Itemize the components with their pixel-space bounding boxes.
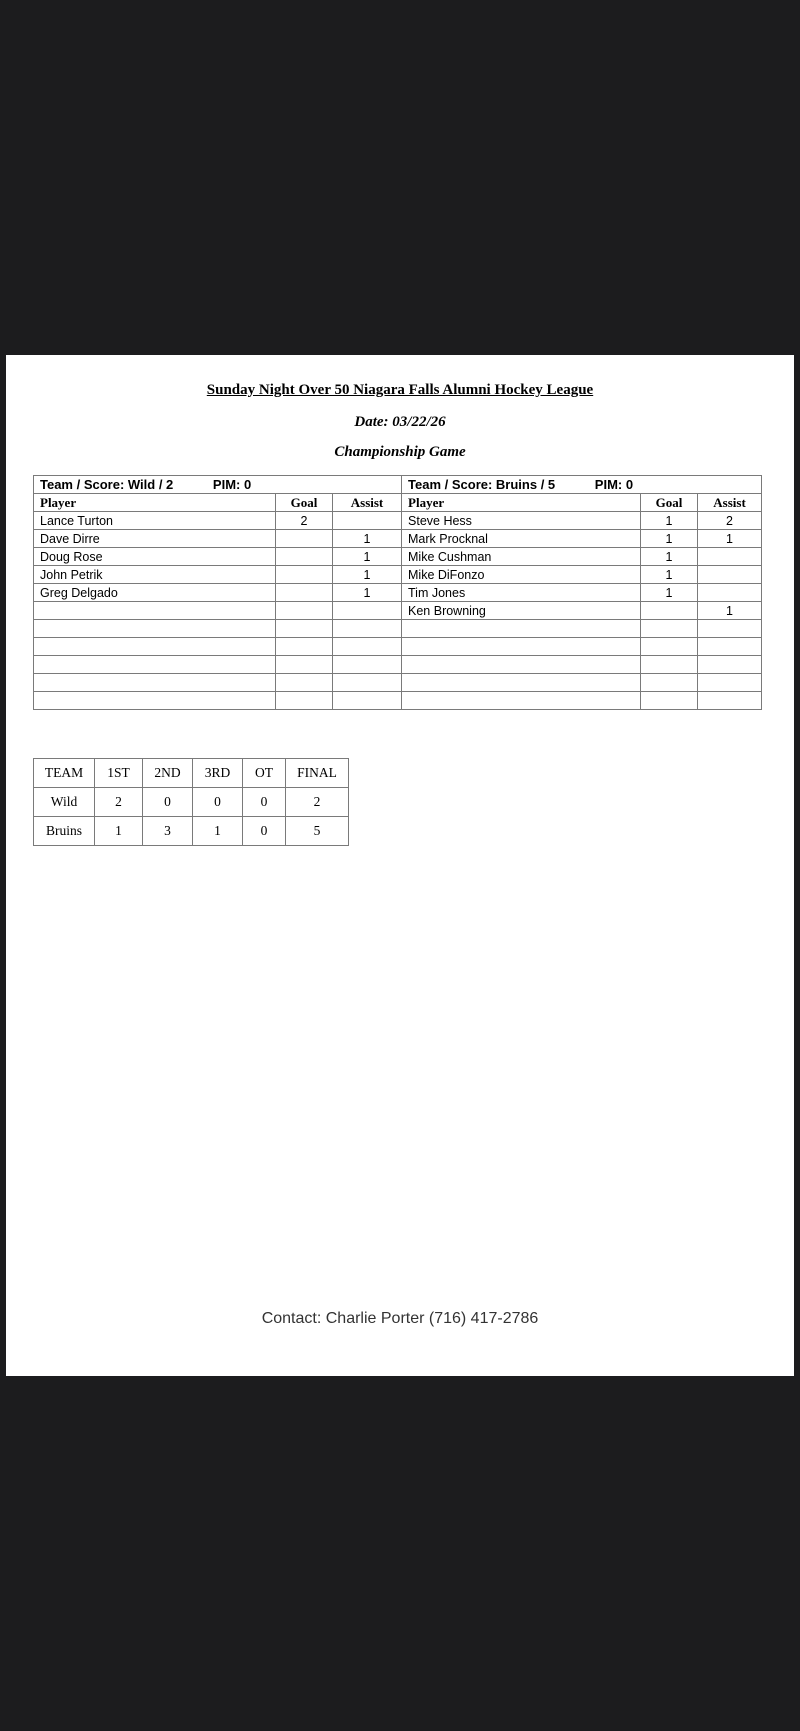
left-player-cell: Greg Delgado: [34, 584, 276, 602]
right-player-header: Player: [402, 494, 641, 512]
scoreboard-team-row: [34, 788, 349, 817]
right-team-header: [402, 476, 762, 494]
left-player-cell: Doug Rose: [34, 548, 276, 566]
score-cell: 0: [193, 788, 243, 817]
score-cell: Bruins: [34, 817, 95, 846]
left-team-header: [34, 476, 402, 494]
left-assist-cell: [333, 512, 402, 530]
left-assist-cell: [333, 620, 402, 638]
player-stats-table: [33, 475, 762, 710]
table-row: [34, 620, 762, 638]
score-cell: 0: [243, 788, 286, 817]
score-cell: Wild: [34, 788, 95, 817]
left-assist-cell: 1: [333, 566, 402, 584]
right-assist-cell: [698, 584, 762, 602]
right-goal-cell: 1: [641, 530, 698, 548]
table-row: [34, 602, 762, 620]
team-score-row: [34, 476, 762, 494]
score-cell: 2: [95, 788, 143, 817]
score-cell: 1: [95, 817, 143, 846]
score-cell: OT: [243, 759, 286, 788]
table-row: [34, 530, 762, 548]
score-cell: FINAL: [286, 759, 349, 788]
left-player-cell: [34, 638, 276, 656]
left-player-cell: Lance Turton: [34, 512, 276, 530]
score-cell: 0: [243, 817, 286, 846]
score-sheet-page: [6, 355, 794, 1376]
left-goal-cell: [276, 638, 333, 656]
score-cell: 3RD: [193, 759, 243, 788]
left-assist-cell: [333, 674, 402, 692]
right-player-cell: [402, 674, 641, 692]
right-goal-cell: [641, 620, 698, 638]
right-assist-cell: [698, 638, 762, 656]
right-assist-cell: [698, 548, 762, 566]
left-assist-cell: 1: [333, 548, 402, 566]
left-goal-cell: [276, 548, 333, 566]
left-goal-cell: [276, 584, 333, 602]
left-team-score: Team / Score: Wild / 2: [40, 477, 174, 492]
left-assist-cell: [333, 656, 402, 674]
score-cell: 3: [143, 817, 193, 846]
table-row: [34, 638, 762, 656]
right-player-cell: Mike Cushman: [402, 548, 641, 566]
right-goal-header: Goal: [641, 494, 698, 512]
table-row: [34, 674, 762, 692]
right-player-cell: Mike DiFonzo: [402, 566, 641, 584]
right-assist-cell: [698, 566, 762, 584]
left-goal-cell: [276, 656, 333, 674]
game-date: Date: 03/22/26: [354, 414, 446, 430]
left-player-cell: [34, 692, 276, 710]
right-assist-cell: [698, 656, 762, 674]
left-assist-cell: [333, 692, 402, 710]
score-cell: 1: [193, 817, 243, 846]
left-assist-header: Assist: [333, 494, 402, 512]
right-goal-cell: 1: [641, 584, 698, 602]
left-player-cell: [34, 620, 276, 638]
left-goal-cell: [276, 620, 333, 638]
right-goal-cell: 1: [641, 512, 698, 530]
table-row: [34, 584, 762, 602]
right-assist-cell: 1: [698, 530, 762, 548]
right-player-cell: Mark Procknal: [402, 530, 641, 548]
column-header-row: [34, 494, 762, 512]
right-goal-cell: [641, 692, 698, 710]
right-assist-cell: [698, 674, 762, 692]
score-cell: TEAM: [34, 759, 95, 788]
left-goal-cell: [276, 566, 333, 584]
left-assist-cell: 1: [333, 530, 402, 548]
left-player-header: Player: [34, 494, 276, 512]
right-assist-cell: [698, 692, 762, 710]
left-player-cell: [34, 674, 276, 692]
table-row: [34, 656, 762, 674]
left-goal-header: Goal: [276, 494, 333, 512]
table-row: [34, 566, 762, 584]
left-player-cell: [34, 656, 276, 674]
right-player-cell: [402, 620, 641, 638]
table-row: [34, 548, 762, 566]
score-cell: 2: [286, 788, 349, 817]
contact-info: Contact: Charlie Porter (716) 417-2786: [261, 1310, 539, 1327]
right-assist-cell: 2: [698, 512, 762, 530]
right-goal-cell: 1: [641, 566, 698, 584]
right-team-score: Team / Score: Bruins / 5: [408, 477, 556, 492]
left-goal-cell: [276, 692, 333, 710]
scoreboard-team-row: [34, 817, 349, 846]
left-player-cell: John Petrik: [34, 566, 276, 584]
right-player-cell: [402, 638, 641, 656]
right-team-pim: PIM: 0: [594, 477, 634, 492]
left-player-cell: [34, 602, 276, 620]
right-goal-cell: 1: [641, 548, 698, 566]
right-assist-cell: [698, 620, 762, 638]
right-player-cell: [402, 692, 641, 710]
score-cell: 2ND: [143, 759, 193, 788]
right-goal-cell: [641, 656, 698, 674]
table-row: [34, 512, 762, 530]
game-type: Championship Game: [334, 444, 466, 460]
score-cell: 5: [286, 817, 349, 846]
left-goal-cell: [276, 674, 333, 692]
left-goal-cell: [276, 602, 333, 620]
score-cell: 1ST: [95, 759, 143, 788]
left-team-pim: PIM: 0: [212, 477, 252, 492]
left-assist-cell: [333, 602, 402, 620]
period-scoreboard: [33, 758, 349, 846]
right-goal-cell: [641, 602, 698, 620]
league-title: Sunday Night Over 50 Niagara Falls Alumni Hockey League: [206, 382, 594, 398]
left-assist-cell: [333, 638, 402, 656]
left-player-cell: Dave Dirre: [34, 530, 276, 548]
right-assist-cell: 1: [698, 602, 762, 620]
table-row: [34, 692, 762, 710]
right-player-cell: Steve Hess: [402, 512, 641, 530]
right-assist-header: Assist: [698, 494, 762, 512]
left-goal-cell: 2: [276, 512, 333, 530]
right-goal-cell: [641, 638, 698, 656]
left-assist-cell: 1: [333, 584, 402, 602]
score-cell: 0: [143, 788, 193, 817]
scoreboard-header-row: [34, 759, 349, 788]
right-goal-cell: [641, 674, 698, 692]
left-goal-cell: [276, 530, 333, 548]
right-player-cell: [402, 656, 641, 674]
right-player-cell: Tim Jones: [402, 584, 641, 602]
right-player-cell: Ken Browning: [402, 602, 641, 620]
